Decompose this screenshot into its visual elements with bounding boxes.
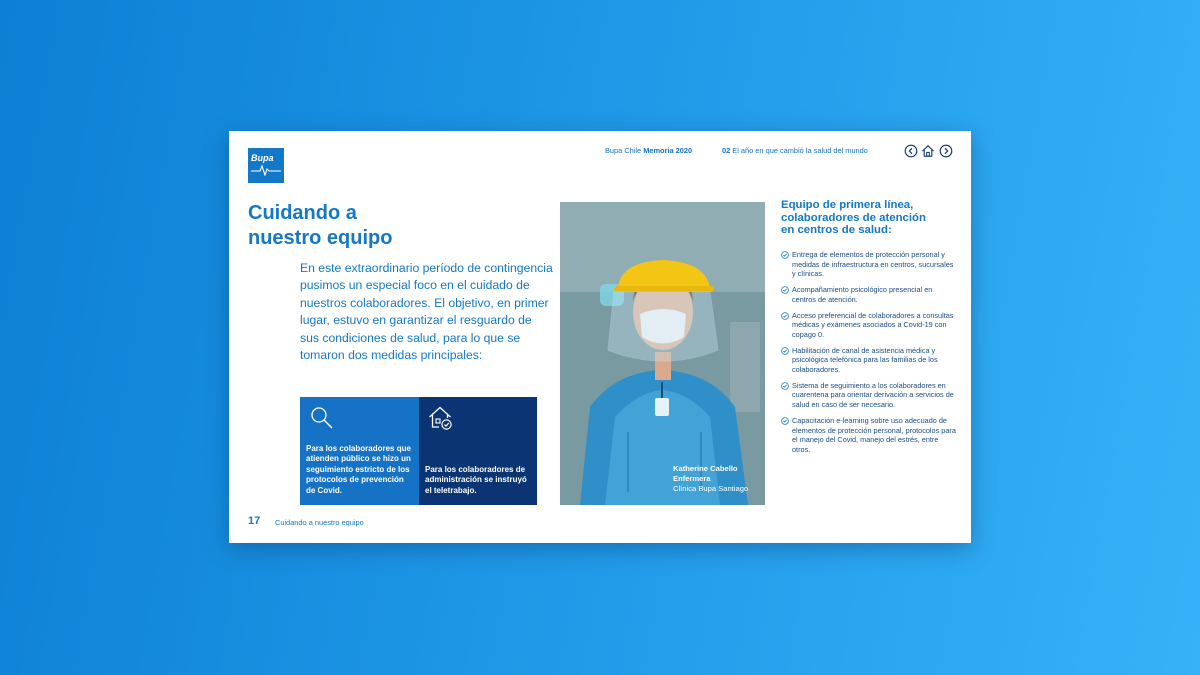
check-circle-icon [781,347,789,355]
brand-report: Memoria 2020 [643,146,693,155]
list-item-text: Sistema de seguimiento a los colaboradores en cuarentena para orientar derivación a servicios de salud en caso de ser necesario. [792,380,954,410]
bupa-logo [248,148,284,183]
page-number: 17 [248,515,261,527]
measure-card-public [300,397,419,505]
measure-text: Para los colaboradores de administración se instruyó el teletrabajo. [425,464,527,495]
measure-text: Para los colaboradores que atienden público se hizo un seguimiento estricto de los protocolos de prevención de Covid. [306,443,411,495]
list-item [781,346,957,375]
check-circle-icon [781,417,789,425]
arrow-right-circle-icon [939,144,953,158]
list-item [781,381,957,410]
nurse-photo [560,202,765,505]
list-item [781,311,957,340]
arrow-left-circle-icon [904,144,918,158]
list-item-text: Habilitación de canal de asistencia médica y psicológica telefónica para las familias de los colaboradores. [792,345,938,375]
frontline-heading-line-2: colaboradores de atención [781,211,926,224]
chapter-number: 02 [722,146,731,155]
previous-page-button[interactable] [904,144,918,158]
list-item-text: Capacitación e-learning sobre uso adecuado de elementos de protección personal, protocolos para el manejo del Covid, manejo del estrés, entre otros. [792,415,956,454]
check-circle-icon [781,251,789,259]
home-icon [921,144,935,158]
list-item-text: Entrega de elementos de protección personal y medidas de infraestructura en centros, sucursales y clínicas. [792,250,954,279]
document-page [229,131,971,543]
page-title-line-2: nuestro equipo [248,227,393,249]
caption-place: Clínica Bupa Santiago [673,484,749,493]
magnifier-icon [309,405,335,431]
list-item [781,285,957,304]
header-brand [605,146,692,155]
page-title [248,201,428,251]
heartbeat-line-icon [251,164,281,176]
check-circle-icon [781,382,789,390]
photo-caption [673,464,748,494]
logo-text: Bupa [251,153,274,163]
list-item-text: Acceso preferencial de colaboradores a consultas médicas y exámenes asociados a Covid-19 con copago 0. [792,310,954,339]
nurse-illustration [560,202,765,505]
page-title-line-1: Cuidando a [248,202,357,224]
frontline-heading-line-1: Equipo de primera línea, [781,199,914,211]
home-check-icon [428,405,454,431]
intro-paragraph: En este extraordinario período de contingencia pusimos un especial foco en el cuidado de nuestros colaboradores. El objetivo, en primer lugar, estuvo en garantizar el resguardo de sus condiciones de salud, para lo que se tomaron dos medidas principales: [300,261,553,363]
header-chapter[interactable] [722,146,868,155]
caption-role: Enfermera [673,474,711,483]
frontline-heading [781,199,956,237]
list-item [781,250,957,279]
footer-section-link[interactable]: Cuidando a nuestro equipo [275,518,364,527]
brand-prefix: Bupa Chile [605,146,642,155]
chapter-title: El año en que cambió la salud del mundo [732,146,868,155]
check-circle-icon [781,312,789,320]
frontline-measures-list [781,250,957,461]
check-circle-icon [781,286,789,294]
list-item [781,416,957,455]
frontline-heading-line-3: en centros de salud: [781,224,892,236]
list-item-text: Acompañamiento psicológico presencial en centros de atención. [792,285,933,304]
next-page-button[interactable] [939,144,953,158]
home-button[interactable] [921,144,935,158]
measure-card-admin [419,397,537,505]
caption-name: Katherine Cabello [673,464,738,473]
